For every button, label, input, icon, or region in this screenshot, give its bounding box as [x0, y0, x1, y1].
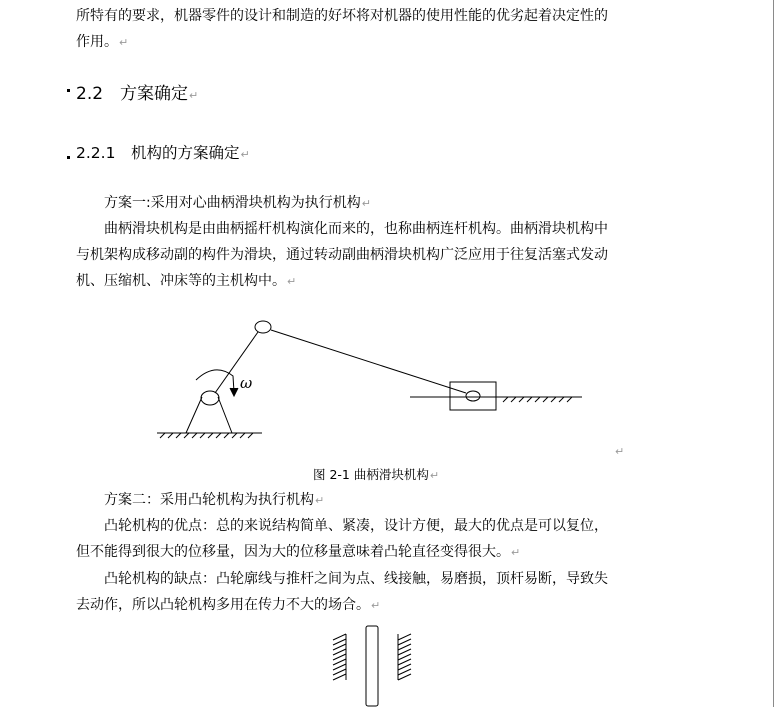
right-guide-hatch — [398, 634, 411, 680]
cam-advantage-line-1: 凸轮机构的优点：总的来说结构简单、紧凑，设计方便，最大的优点是可以复位， — [104, 518, 608, 534]
cam-disadvantage-line-1: 凸轮机构的缺点：凸轮廓线与推杆之间为点、线接触，易磨损，顶杆易断，导致失 — [104, 571, 608, 587]
scheme1-title: 方案一:采用对心曲柄滑块机构为执行机构↵ — [104, 195, 371, 211]
intro-line-2: 作用。↵ — [76, 34, 129, 50]
paragraph-mark-icon: ↵ — [119, 36, 129, 49]
cam-advantage-line-2: 但不能得到很大的位移量，因为大的位移量意味着凸轮直径变得很大。↵ — [76, 544, 521, 560]
scheme1-line-3: 机、压缩机、冲床等的主机构中。↵ — [76, 273, 297, 289]
paragraph-mark-icon: ↵ — [615, 445, 625, 458]
omega-label: ω — [240, 374, 253, 392]
figure-caption: 图 2-1 曲柄滑块机构↵ — [313, 467, 440, 482]
follower-rod — [366, 626, 378, 706]
left-guide-hatch — [333, 634, 346, 680]
paragraph-mark-icon: ↵ — [315, 494, 325, 507]
heading-2-2: 2.2 方案确定↵ — [76, 84, 199, 104]
paragraph-mark-icon: ↵ — [361, 197, 371, 210]
heading-2-2-1: 2.2.1 机构的方案确定↵ — [76, 144, 250, 162]
scheme2-title: 方案二：采用凸轮机构为执行机构↵ — [104, 492, 325, 508]
paragraph-mark-icon: ↵ — [240, 148, 250, 161]
paragraph-mark-icon: ↵ — [511, 546, 521, 559]
paragraph-mark-icon: ↵ — [287, 275, 297, 288]
scheme1-line-2: 与机架构成移动副的构件为滑块，通过转动副曲柄滑块机构广泛应用于往复活塞式发动 — [76, 247, 608, 263]
paragraph-mark-icon: ↵ — [429, 469, 440, 482]
paragraph-mark-icon: ↵ — [189, 89, 199, 102]
intro-line-1: 所特有的要求，机器零件的设计和制造的好坏将对机器的使用性能的优劣起着决定性的 — [76, 8, 608, 24]
cam-disadvantage-line-2: 去动作，所以凸轮机构多用在传力不大的场合。↵ — [76, 597, 381, 613]
scheme1-line-1: 曲柄滑块机构是由曲柄摇杆机构演化而来的，也称曲柄连杆机构。曲柄滑块机构中 — [104, 221, 608, 237]
paragraph-mark-icon: ↵ — [371, 599, 381, 612]
